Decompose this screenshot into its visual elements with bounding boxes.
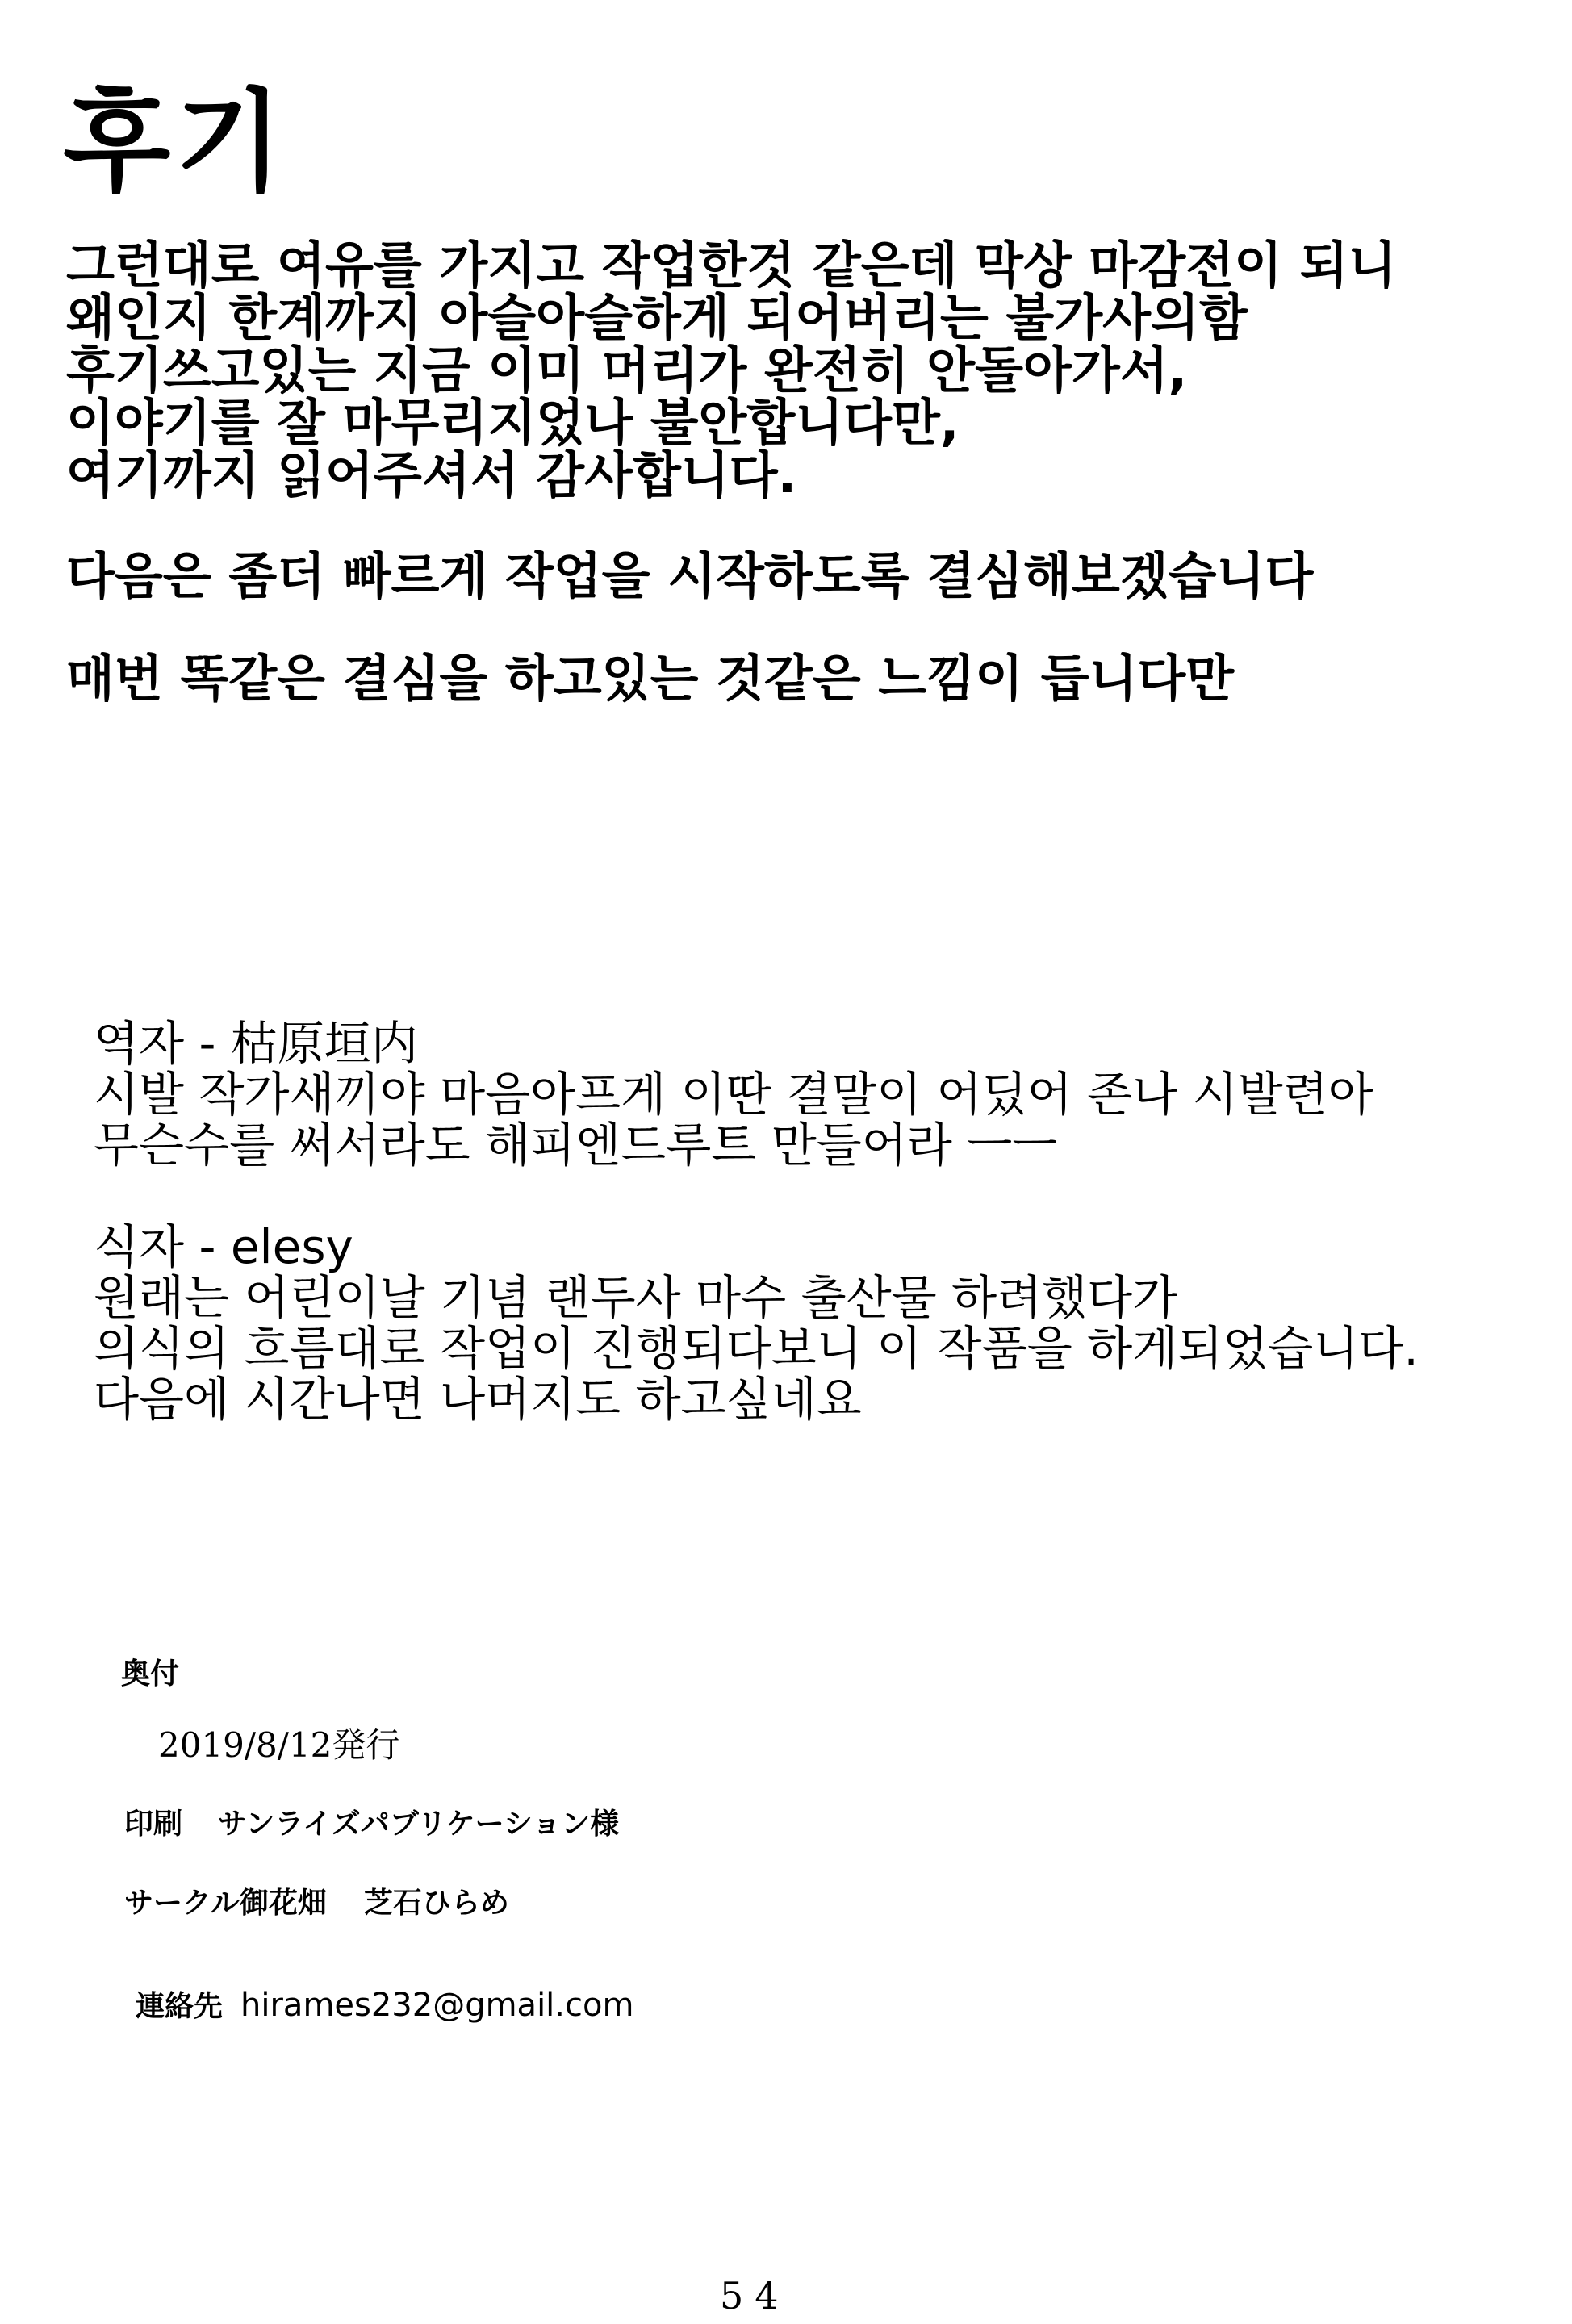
translator-heading (94, 1018, 1419, 1069)
afterword-resolution: 다음은 좀더 빠르게 작업을 시작하도록 결심해보겠습니다 (66, 546, 1314, 605)
section-spacer (94, 1171, 1419, 1222)
afterword-line: 그런대로 여유를 가지고 작업한것 같은데 막상 마감전이 되니 (66, 236, 1397, 295)
typesetter-name: elesy (230, 1219, 353, 1274)
printer-label: 印刷 (124, 1807, 183, 1841)
page-number: 54 (720, 2274, 790, 2318)
author-name: 芝石ひらめ (363, 1886, 509, 1920)
afterword-line: 왜인지 한계까지 아슬아슬하게 되어버리는 불가사의함 (66, 288, 1248, 347)
printer-value: サンライズパブリケーション様 (218, 1807, 620, 1841)
contact-label: 連絡先 (136, 1989, 224, 2023)
translator-note-line: 무슨수를 써서라도 해피엔드루트 만들어라 ㅡㅡ (94, 1118, 1058, 1172)
afterword-body (66, 236, 1397, 708)
circle-label: サークル御花畑 (124, 1886, 327, 1920)
afterword-line: 이야기를 잘 마무리지었나 불안합니다만, (66, 393, 960, 452)
translator-name: 枯原垣内 (230, 1016, 418, 1071)
typesetter-note-line: 다음에 시간나면 나머지도 하고싶네요 (94, 1372, 862, 1427)
typesetter-label: 식자 - (94, 1219, 231, 1274)
printer-row (124, 1801, 619, 1842)
staff-notes (94, 1018, 1419, 1425)
contact-row (136, 1983, 633, 2025)
afterword-closing: 매번 똑같은 결심을 하고있는 것같은 느낌이 듭니다만 (66, 649, 1235, 708)
paragraph-spacer (66, 602, 1396, 652)
typesetter-note-line: 의식의 흐름대로 작업이 진행되다보니 이 작품을 하게되었습니다. (94, 1321, 1419, 1376)
typesetter-heading (94, 1219, 1419, 1274)
page-title: 후기 (63, 77, 288, 207)
translator-label: 역자 - (94, 1016, 231, 1071)
typesetter-note-line: 원래는 어린이날 기념 랜두사 마수 출산물 하려했다가 (94, 1270, 1178, 1325)
translator-note-line: 시발 작가새끼야 마음아프게 이딴 결말이 어딨어 존나 시발련아 (94, 1067, 1373, 1122)
circle-row (124, 1880, 509, 1921)
afterword-line: 후기쓰고있는 지금 이미 머리가 완전히 안돌아가서, (66, 341, 1188, 399)
paragraph-spacer (66, 501, 1396, 550)
contact-email: hirames232@gmail.com (240, 1987, 634, 2024)
publication-date: 2019/8/12発行 (158, 1725, 400, 1765)
colophon-heading: 奥付 (121, 1657, 180, 1691)
afterword-line: 여기까지 읽어주셔서 감사합니다. (66, 445, 797, 504)
